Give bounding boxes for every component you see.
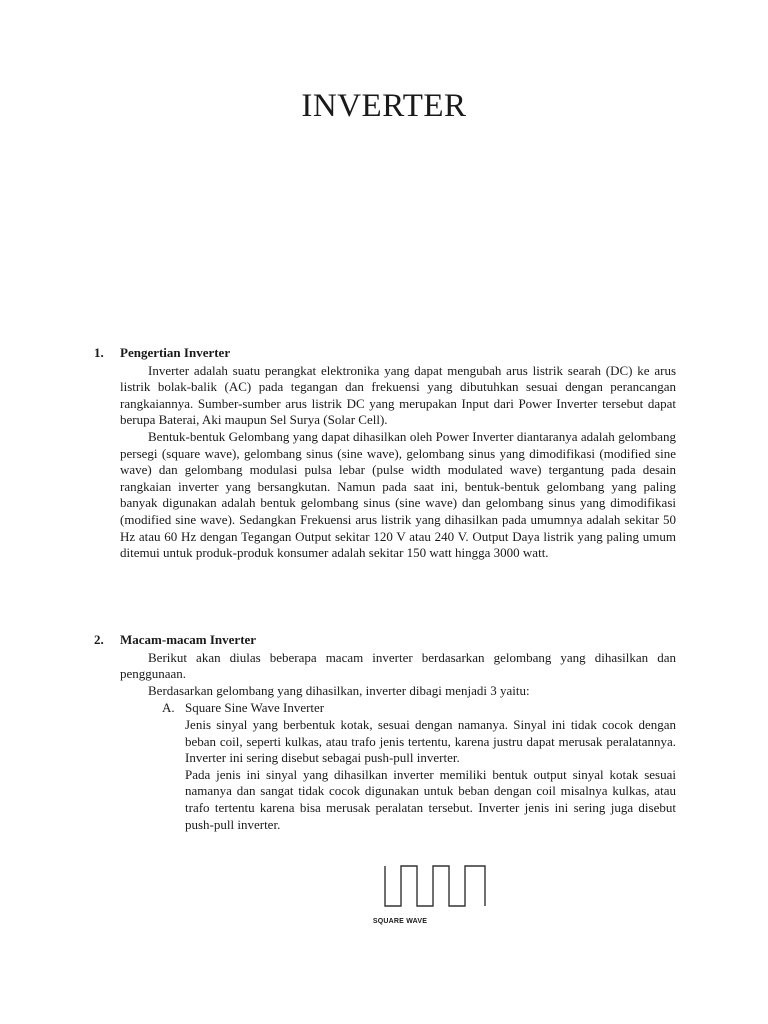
- paragraph: Bentuk-bentuk Gelombang yang dapat dihasilkan oleh Power Inverter diantaranya adalah gelombang persegi (square wave), gelombang sinus (sine wave), gelombang sinus yang dimodifikasi (modified sine wave) dan gelombang modulasi pulsa lebar (pulse width modulated wave) tergantung pada desain rangkaian inverter yang bersangkutan. Namun pada saat ini, bentuk-bentuk gelombang yang paling banyak digunakan adalah bentuk gelombang sinus (sine wave) dan gelombang sinus yang dimodifikasi (modified sine wave). Sedangkan Frekuensi arus listrik yang dihasilkan pada umumnya adalah sekitar 50 Hz atau 60 Hz dengan Tegangan Output sekitar 120 V atau 240 V. Output Daya listrik yang paling umum ditemui untuk produk-produk konsumer adalah sekitar 150 watt hingga 3000 watt.: [120, 428, 676, 561]
- section-number: 1.: [94, 345, 104, 360]
- document-title: INVERTER: [301, 88, 467, 124]
- section-title: Pengertian Inverter: [120, 345, 231, 360]
- section-heading: [94, 632, 676, 649]
- subitem-paragraph: Pada jenis ini sinyal yang dihasilkan inverter memiliki bentuk output sinyal kotak sesuai namanya dan sangat tidak cocok digunakan untuk beban dengan coil misalnya kulkas, atau trafo tertentu karena bisa merusak peralatan tersebut. Inverter jenis ini sering juga disebut push-pull inverter.: [185, 766, 676, 832]
- subitem-letter: A.: [162, 700, 175, 716]
- subitem-paragraph: Jenis sinyal yang berbentuk kotak, sesuai dengan namanya. Sinyal ini tidak cocok dengan beban coil, seperti kulkas, atau trafo jenis tertentu, karena justru dapat merusak peralatannya. Inverter ini sering disebut sebagai push-pull inverter.: [185, 716, 676, 766]
- subitem-heading: [162, 700, 676, 717]
- section-heading: [94, 345, 676, 362]
- paragraph: Berdasarkan gelombang yang dihasilkan, inverter dibagi menjadi 3 yaitu:: [148, 682, 530, 698]
- section-number: 2.: [94, 632, 104, 647]
- figure-caption: SQUARE WAVE: [372, 918, 428, 925]
- paragraph: Berikut akan diulas beberapa macam inverter berdasarkan gelombang yang dihasilkan dan penggunaan.: [120, 649, 676, 682]
- square-wave-line: [385, 866, 485, 906]
- section-title: Macam-macam Inverter: [120, 632, 257, 647]
- section-macam-macam-inverter: [94, 632, 676, 833]
- paragraph: Inverter adalah suatu perangkat elektronika yang dapat mengubah arus listrik searah (DC) ke arus listrik bolak-balik (AC) pada tegangan dan frekuensi yang dibutuhkan sesuai dengan perancangan rangkaiannya. Sumber-sumber arus listrik DC yang merupakan Input dari Power Inverter tersebut dapat berupa Baterai, Aki maupun Sel Surya (Solar Cell).: [120, 362, 676, 428]
- square-wave-figure: [383, 864, 487, 908]
- subitem-title: Square Sine Wave Inverter: [185, 700, 325, 716]
- section-pengertian-inverter: [94, 345, 676, 562]
